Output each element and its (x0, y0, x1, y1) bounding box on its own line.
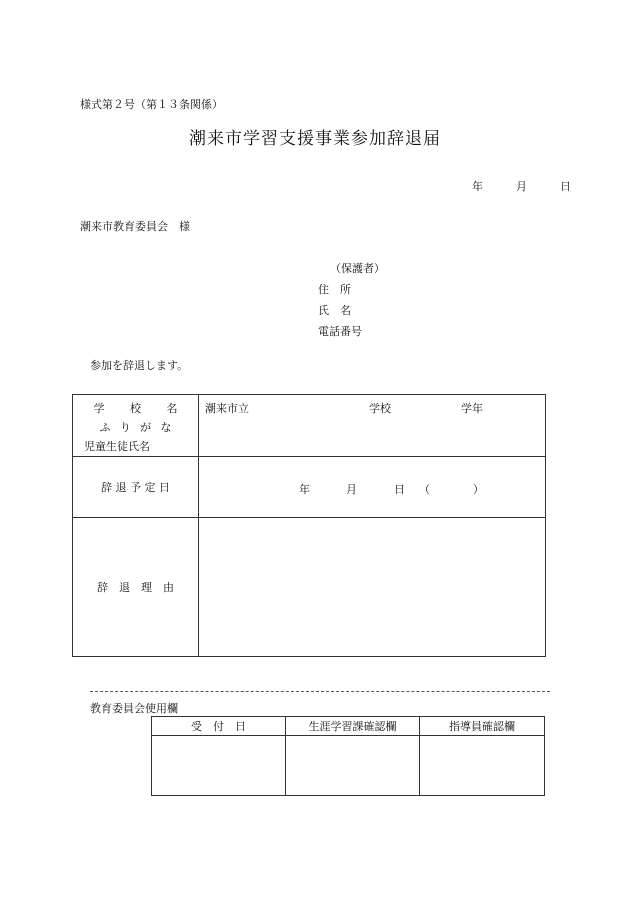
school-prefix: 潮来市立 (205, 402, 249, 415)
document-title: 潮来市学習支援事業参加辞退届 (189, 129, 441, 149)
guardian-name-label: 氏 名 (318, 304, 351, 317)
label-withdrawal-date: 辞 退 予 定 日 (101, 481, 170, 494)
office-header-instructor: 指導員確認欄 (420, 717, 545, 736)
guardian-block (318, 258, 385, 342)
addressee: 潮来市教育委員会 様 (80, 220, 190, 233)
value-cell-date[interactable] (199, 457, 546, 518)
table-row-school (73, 395, 546, 457)
office-header-received: 受 付 日 (152, 717, 286, 736)
date-month-label: 月 (516, 180, 527, 193)
value-cell-reason[interactable] (199, 518, 546, 657)
withdrawal-year-label: 年 (299, 483, 310, 496)
guardian-address-label: 住 所 (318, 283, 351, 296)
office-cell-instructor[interactable] (420, 736, 545, 796)
withdrawal-month-label: 月 (346, 483, 357, 496)
label-furigana-1: ふ (99, 421, 111, 434)
office-use-table (151, 716, 545, 796)
table-row-reason (73, 518, 546, 657)
label-cell-date (73, 457, 199, 518)
office-header-row (152, 717, 545, 736)
date-year-label: 年 (472, 180, 483, 193)
office-header-lifelong-learning: 生涯学習課確認欄 (286, 717, 420, 736)
submission-date (472, 178, 571, 194)
label-school-2: 校 (130, 402, 141, 415)
form-number: 様式第２号（第１３条関係） (80, 98, 223, 111)
office-use-title: 教育委員会使用欄 (90, 702, 178, 715)
guardian-heading: （保護者） (330, 262, 385, 275)
label-cell-reason (73, 518, 199, 657)
label-withdrawal-reason: 辞 退 理 由 (97, 581, 174, 594)
label-cell-school (73, 395, 199, 457)
date-day-label: 日 (560, 180, 571, 193)
grade-suffix: 学年 (461, 402, 483, 415)
school-suffix: 学校 (369, 402, 391, 415)
weekday-paren-open: （ (419, 483, 430, 496)
label-school-1: 学 (93, 402, 105, 415)
label-furigana-3: が (140, 421, 152, 434)
cut-line-divider (90, 691, 550, 692)
withdrawal-table (72, 394, 546, 657)
office-cell-received[interactable] (152, 736, 286, 796)
office-cell-lifelong-learning[interactable] (286, 736, 420, 796)
withdrawal-day-label: 日 (394, 483, 405, 496)
value-cell-school[interactable] (199, 395, 546, 457)
label-furigana-4: な (160, 421, 172, 434)
weekday-paren-close: ） (473, 483, 484, 496)
label-furigana-2: り (119, 421, 131, 434)
withdrawal-statement: 参加を辞退します。 (90, 359, 189, 372)
label-school-3: 名 (166, 402, 178, 415)
guardian-phone-label: 電話番号 (318, 325, 362, 338)
label-student-name: 児童生徒氏名 (84, 440, 150, 453)
office-body-row (152, 736, 545, 796)
table-row-date (73, 457, 546, 518)
